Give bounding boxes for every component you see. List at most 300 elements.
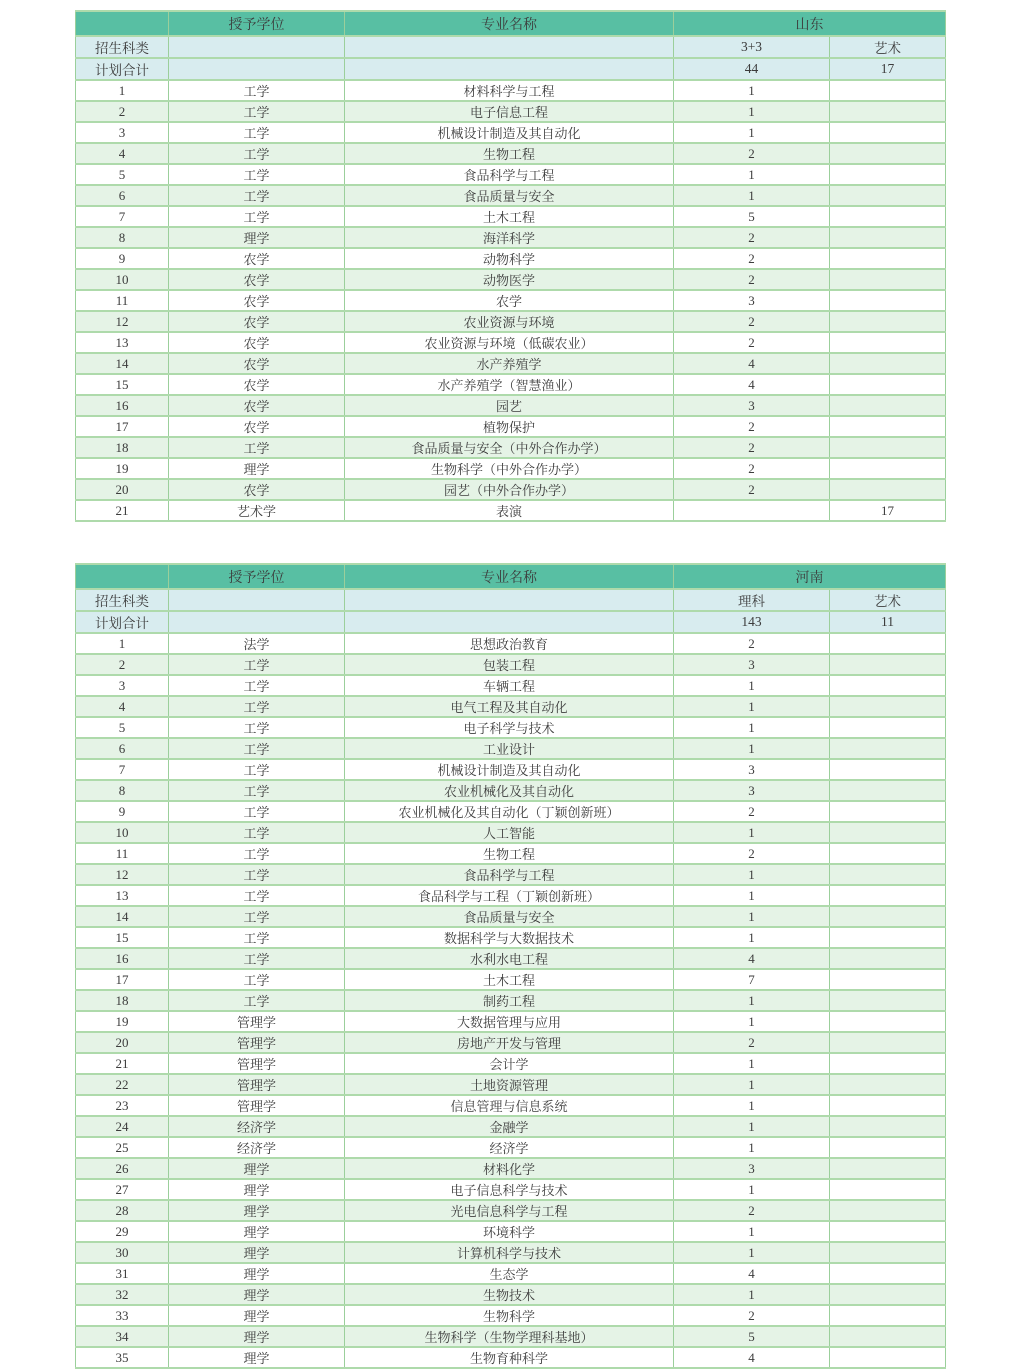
table-row [76, 1347, 946, 1368]
cell-row-number: 24 [76, 1116, 169, 1137]
table-row [76, 437, 946, 458]
table-row [76, 1263, 946, 1284]
cell-degree: 农学 [169, 311, 345, 332]
cell-row-number: 21 [76, 1053, 169, 1074]
cell-plan-count-2 [830, 395, 946, 416]
cell-plan-count-2 [830, 864, 946, 885]
cell-row-number: 11 [76, 290, 169, 311]
cell-major-name: 人工智能 [345, 822, 674, 843]
cell-degree: 工学 [169, 206, 345, 227]
cell-degree: 理学 [169, 1347, 345, 1368]
cell-degree: 经济学 [169, 1116, 345, 1137]
cell-plan-count-2 [830, 801, 946, 822]
cell-plan-count-2 [830, 1158, 946, 1179]
cell-major-name: 机械设计制造及其自动化 [345, 759, 674, 780]
cell-row-number: 9 [76, 248, 169, 269]
cell-plan-count-1: 3 [674, 654, 830, 675]
table-row [76, 185, 946, 206]
cell-major-name: 农业机械化及其自动化 [345, 780, 674, 801]
cell-plan-count-2 [830, 780, 946, 801]
cell-major-name: 生物育种科学 [345, 1347, 674, 1368]
table-row [76, 738, 946, 759]
cell-plan-count-2 [830, 416, 946, 437]
cell-plan-count-1: 7 [674, 969, 830, 990]
cell-plan-count-2 [830, 759, 946, 780]
cell-row-number: 32 [76, 1284, 169, 1305]
cell-row-number: 35 [76, 1347, 169, 1368]
cell-degree: 工学 [169, 185, 345, 206]
cell-major-name: 动物医学 [345, 269, 674, 290]
cell-plan-count-1: 2 [674, 479, 830, 500]
cell-row-number: 16 [76, 948, 169, 969]
cell-plan-count-1: 1 [674, 185, 830, 206]
cell-plan-count-2 [830, 353, 946, 374]
cell-row-number: 34 [76, 1326, 169, 1347]
cell-degree: 理学 [169, 1263, 345, 1284]
cell-degree: 艺术学 [169, 500, 345, 521]
cell-plan-count-2 [830, 654, 946, 675]
plan-table [75, 10, 946, 522]
table-row [76, 1242, 946, 1263]
cell-row-number: 12 [76, 864, 169, 885]
cell-plan-count-1: 1 [674, 1095, 830, 1116]
table-row [76, 948, 946, 969]
cell-degree: 农学 [169, 374, 345, 395]
cell-row-number: 9 [76, 801, 169, 822]
cell-major-name: 食品质量与安全（中外合作办学） [345, 437, 674, 458]
cell-major-name: 经济学 [345, 1137, 674, 1158]
cell-major-name: 计算机科学与技术 [345, 1242, 674, 1263]
cell-major-name: 生物科学（中外合作办学） [345, 458, 674, 479]
table-row [76, 864, 946, 885]
cell-degree: 工学 [169, 906, 345, 927]
cell-plan-count-1: 1 [674, 717, 830, 738]
cell-row-number: 15 [76, 927, 169, 948]
table-row [76, 206, 946, 227]
table-body [76, 633, 946, 1368]
table-row [76, 290, 946, 311]
cell-row-number: 15 [76, 374, 169, 395]
cell-degree: 工学 [169, 80, 345, 101]
cell-degree: 工学 [169, 885, 345, 906]
cell-degree: 管理学 [169, 1011, 345, 1032]
cell-plan-count-1: 1 [674, 906, 830, 927]
cell-plan-count-2 [830, 185, 946, 206]
table-row [76, 990, 946, 1011]
subject-category-row [76, 589, 946, 611]
empty-cell [345, 36, 674, 58]
table-row [76, 1053, 946, 1074]
cell-plan-count-1: 1 [674, 1137, 830, 1158]
cell-plan-count-2 [830, 885, 946, 906]
table-row [76, 1305, 946, 1326]
table-row [76, 1200, 946, 1221]
cell-plan-count-1: 1 [674, 1242, 830, 1263]
cell-plan-count-2 [830, 290, 946, 311]
cell-row-number: 7 [76, 206, 169, 227]
cell-degree: 工学 [169, 801, 345, 822]
table-row [76, 458, 946, 479]
cell-plan-count-1: 1 [674, 696, 830, 717]
cell-major-name: 电子信息科学与技术 [345, 1179, 674, 1200]
cell-row-number: 2 [76, 101, 169, 122]
cell-plan-count-1: 2 [674, 416, 830, 437]
subject-category-row [76, 36, 946, 58]
cell-plan-count-2 [830, 143, 946, 164]
cell-degree: 工学 [169, 143, 345, 164]
table-row [76, 885, 946, 906]
cell-row-number: 31 [76, 1263, 169, 1284]
cell-plan-count-2 [830, 458, 946, 479]
cell-row-number: 10 [76, 269, 169, 290]
table-row [76, 843, 946, 864]
table-row [76, 759, 946, 780]
cell-plan-count-2 [830, 437, 946, 458]
cell-degree: 工学 [169, 759, 345, 780]
cell-row-number: 4 [76, 143, 169, 164]
table-row [76, 906, 946, 927]
cell-degree: 理学 [169, 1326, 345, 1347]
table-row [76, 80, 946, 101]
cell-degree: 理学 [169, 1158, 345, 1179]
subject-col-2: 艺术 [830, 36, 946, 58]
table-row [76, 227, 946, 248]
cell-major-name: 思想政治教育 [345, 633, 674, 654]
cell-plan-count-1: 1 [674, 885, 830, 906]
cell-major-name: 农业机械化及其自动化（丁颖创新班） [345, 801, 674, 822]
cell-degree: 工学 [169, 990, 345, 1011]
cell-plan-count-1: 3 [674, 395, 830, 416]
cell-row-number: 13 [76, 885, 169, 906]
cell-plan-count-2 [830, 80, 946, 101]
cell-plan-count-2 [830, 1221, 946, 1242]
subject-col-2: 艺术 [830, 589, 946, 611]
cell-major-name: 园艺 [345, 395, 674, 416]
cell-plan-count-2 [830, 822, 946, 843]
table-row [76, 479, 946, 500]
cell-plan-count-2 [830, 122, 946, 143]
cell-plan-count-2 [830, 1116, 946, 1137]
cell-row-number: 20 [76, 479, 169, 500]
cell-plan-count-1: 1 [674, 927, 830, 948]
cell-row-number: 3 [76, 122, 169, 143]
table-row [76, 717, 946, 738]
cell-degree: 管理学 [169, 1095, 345, 1116]
cell-plan-count-2 [830, 843, 946, 864]
table-row [76, 374, 946, 395]
cell-row-number: 2 [76, 654, 169, 675]
cell-row-number: 28 [76, 1200, 169, 1221]
cell-major-name: 农业资源与环境 [345, 311, 674, 332]
cell-plan-count-1: 4 [674, 948, 830, 969]
plan-total-row [76, 611, 946, 633]
cell-row-number: 19 [76, 458, 169, 479]
header-degree-cell: 授予学位 [169, 11, 345, 36]
header-major-cell: 专业名称 [345, 11, 674, 36]
cell-plan-count-1: 1 [674, 822, 830, 843]
cell-plan-count-1: 2 [674, 437, 830, 458]
cell-plan-count-2 [830, 1095, 946, 1116]
cell-degree: 工学 [169, 122, 345, 143]
table-row [76, 696, 946, 717]
cell-plan-count-2 [830, 927, 946, 948]
cell-major-name: 光电信息科学与工程 [345, 1200, 674, 1221]
cell-row-number: 22 [76, 1074, 169, 1095]
subject-row-label: 招生科类 [76, 589, 169, 611]
cell-degree: 农学 [169, 395, 345, 416]
table-row [76, 1074, 946, 1095]
cell-degree: 理学 [169, 1221, 345, 1242]
cell-major-name: 电气工程及其自动化 [345, 696, 674, 717]
cell-row-number: 11 [76, 843, 169, 864]
cell-plan-count-1: 2 [674, 332, 830, 353]
cell-degree: 工学 [169, 780, 345, 801]
cell-plan-count-2 [830, 675, 946, 696]
cell-row-number: 30 [76, 1242, 169, 1263]
cell-plan-count-2 [830, 479, 946, 500]
cell-plan-count-2 [830, 717, 946, 738]
subject-col-1: 理科 [674, 589, 830, 611]
cell-plan-count-1: 3 [674, 1158, 830, 1179]
table-row [76, 927, 946, 948]
cell-plan-count-2 [830, 696, 946, 717]
cell-plan-count-2 [830, 1011, 946, 1032]
empty-cell [169, 36, 345, 58]
cell-major-name: 金融学 [345, 1116, 674, 1137]
cell-degree: 工学 [169, 822, 345, 843]
plan-table [75, 563, 946, 1369]
cell-plan-count-1: 3 [674, 780, 830, 801]
cell-plan-count-1: 1 [674, 1221, 830, 1242]
cell-plan-count-2 [830, 1074, 946, 1095]
cell-degree: 工学 [169, 696, 345, 717]
cell-degree: 管理学 [169, 1032, 345, 1053]
cell-degree: 理学 [169, 458, 345, 479]
cell-plan-count-1: 1 [674, 1011, 830, 1032]
cell-major-name: 环境科学 [345, 1221, 674, 1242]
cell-plan-count-1: 2 [674, 633, 830, 654]
cell-row-number: 29 [76, 1221, 169, 1242]
cell-row-number: 5 [76, 164, 169, 185]
cell-degree: 工学 [169, 675, 345, 696]
cell-degree: 农学 [169, 290, 345, 311]
cell-major-name: 农学 [345, 290, 674, 311]
cell-plan-count-2 [830, 1242, 946, 1263]
cell-major-name: 表演 [345, 500, 674, 521]
cell-major-name: 土地资源管理 [345, 1074, 674, 1095]
cell-row-number: 1 [76, 80, 169, 101]
cell-plan-count-2 [830, 374, 946, 395]
cell-degree: 法学 [169, 633, 345, 654]
cell-plan-count-1: 1 [674, 164, 830, 185]
cell-major-name: 大数据管理与应用 [345, 1011, 674, 1032]
cell-plan-count-2 [830, 1326, 946, 1347]
table-row [76, 1284, 946, 1305]
table-row [76, 969, 946, 990]
table-row [76, 395, 946, 416]
table-row [76, 1116, 946, 1137]
table-header-row [76, 11, 946, 36]
cell-plan-count-1: 2 [674, 801, 830, 822]
cell-degree: 农学 [169, 248, 345, 269]
cell-major-name: 生物技术 [345, 1284, 674, 1305]
cell-plan-count-2: 17 [830, 500, 946, 521]
cell-degree: 农学 [169, 353, 345, 374]
cell-plan-count-1: 1 [674, 80, 830, 101]
header-no-cell [76, 11, 169, 36]
header-degree-cell: 授予学位 [169, 564, 345, 589]
cell-major-name: 电子科学与技术 [345, 717, 674, 738]
cell-degree: 理学 [169, 1179, 345, 1200]
cell-plan-count-1: 2 [674, 248, 830, 269]
cell-row-number: 6 [76, 185, 169, 206]
subject-col-1: 3+3 [674, 36, 830, 58]
total-col-2: 11 [830, 611, 946, 633]
cell-major-name: 包装工程 [345, 654, 674, 675]
cell-major-name: 会计学 [345, 1053, 674, 1074]
cell-plan-count-1: 4 [674, 1263, 830, 1284]
cell-major-name: 动物科学 [345, 248, 674, 269]
empty-cell [169, 589, 345, 611]
cell-degree: 工学 [169, 654, 345, 675]
cell-plan-count-1: 2 [674, 227, 830, 248]
table-row [76, 143, 946, 164]
plan-total-row [76, 58, 946, 80]
cell-major-name: 农业资源与环境（低碳农业） [345, 332, 674, 353]
cell-row-number: 18 [76, 990, 169, 1011]
cell-degree: 经济学 [169, 1137, 345, 1158]
cell-row-number: 1 [76, 633, 169, 654]
table-row [76, 1221, 946, 1242]
cell-major-name: 房地产开发与管理 [345, 1032, 674, 1053]
table-row [76, 654, 946, 675]
cell-degree: 理学 [169, 1284, 345, 1305]
cell-major-name: 生物工程 [345, 843, 674, 864]
cell-major-name: 食品科学与工程 [345, 864, 674, 885]
header-region-cell: 山东 [674, 11, 946, 36]
cell-plan-count-2 [830, 311, 946, 332]
cell-row-number: 19 [76, 1011, 169, 1032]
cell-plan-count-1: 3 [674, 290, 830, 311]
cell-row-number: 13 [76, 332, 169, 353]
cell-plan-count-1: 2 [674, 1032, 830, 1053]
empty-cell [169, 611, 345, 633]
cell-major-name: 数据科学与大数据技术 [345, 927, 674, 948]
cell-row-number: 21 [76, 500, 169, 521]
cell-plan-count-1: 1 [674, 122, 830, 143]
header-major-cell: 专业名称 [345, 564, 674, 589]
table-row [76, 332, 946, 353]
cell-degree: 管理学 [169, 1074, 345, 1095]
table-row [76, 822, 946, 843]
cell-plan-count-2 [830, 1053, 946, 1074]
table-row [76, 353, 946, 374]
empty-cell [345, 58, 674, 80]
cell-major-name: 水产养殖学（智慧渔业） [345, 374, 674, 395]
table-row [76, 780, 946, 801]
cell-degree: 工学 [169, 738, 345, 759]
cell-plan-count-1: 2 [674, 1200, 830, 1221]
cell-plan-count-1: 1 [674, 1116, 830, 1137]
cell-plan-count-1: 2 [674, 843, 830, 864]
cell-degree: 理学 [169, 1242, 345, 1263]
cell-row-number: 18 [76, 437, 169, 458]
table-row [76, 1326, 946, 1347]
table-header-row [76, 564, 946, 589]
cell-degree: 工学 [169, 101, 345, 122]
cell-plan-count-1: 4 [674, 353, 830, 374]
cell-plan-count-2 [830, 906, 946, 927]
cell-degree: 工学 [169, 437, 345, 458]
cell-major-name: 材料科学与工程 [345, 80, 674, 101]
cell-plan-count-2 [830, 969, 946, 990]
cell-major-name: 工业设计 [345, 738, 674, 759]
cell-plan-count-2 [830, 101, 946, 122]
cell-plan-count-1: 2 [674, 458, 830, 479]
cell-major-name: 生物科学（生物学理科基地） [345, 1326, 674, 1347]
cell-row-number: 8 [76, 227, 169, 248]
cell-degree: 管理学 [169, 1053, 345, 1074]
cell-degree: 工学 [169, 864, 345, 885]
table-row [76, 801, 946, 822]
cell-row-number: 14 [76, 353, 169, 374]
total-col-1: 143 [674, 611, 830, 633]
cell-plan-count-1: 4 [674, 374, 830, 395]
cell-row-number: 5 [76, 717, 169, 738]
cell-plan-count-1 [674, 500, 830, 521]
cell-plan-count-1: 1 [674, 1179, 830, 1200]
table-row [76, 311, 946, 332]
cell-plan-count-1: 1 [674, 1284, 830, 1305]
cell-major-name: 食品质量与安全 [345, 185, 674, 206]
cell-plan-count-1: 1 [674, 738, 830, 759]
subject-row-label: 招生科类 [76, 36, 169, 58]
cell-degree: 理学 [169, 1200, 345, 1221]
cell-row-number: 6 [76, 738, 169, 759]
cell-plan-count-2 [830, 1032, 946, 1053]
cell-degree: 理学 [169, 1305, 345, 1326]
cell-row-number: 17 [76, 969, 169, 990]
cell-plan-count-1: 1 [674, 1074, 830, 1095]
cell-plan-count-2 [830, 332, 946, 353]
cell-plan-count-2 [830, 206, 946, 227]
cell-major-name: 土木工程 [345, 969, 674, 990]
cell-row-number: 33 [76, 1305, 169, 1326]
empty-cell [345, 589, 674, 611]
cell-degree: 农学 [169, 269, 345, 290]
table-row [76, 1095, 946, 1116]
empty-cell [169, 58, 345, 80]
cell-plan-count-1: 1 [674, 990, 830, 1011]
cell-plan-count-2 [830, 1179, 946, 1200]
cell-degree: 工学 [169, 948, 345, 969]
cell-plan-count-2 [830, 227, 946, 248]
cell-degree: 工学 [169, 969, 345, 990]
cell-major-name: 车辆工程 [345, 675, 674, 696]
cell-row-number: 8 [76, 780, 169, 801]
cell-plan-count-2 [830, 1284, 946, 1305]
table-row [76, 269, 946, 290]
cell-major-name: 食品科学与工程 [345, 164, 674, 185]
cell-plan-count-2 [830, 269, 946, 290]
cell-degree: 农学 [169, 479, 345, 500]
cell-row-number: 7 [76, 759, 169, 780]
cell-row-number: 17 [76, 416, 169, 437]
cell-plan-count-2 [830, 1263, 946, 1284]
header-region-cell: 河南 [674, 564, 946, 589]
cell-plan-count-2 [830, 1200, 946, 1221]
total-row-label: 计划合计 [76, 611, 169, 633]
